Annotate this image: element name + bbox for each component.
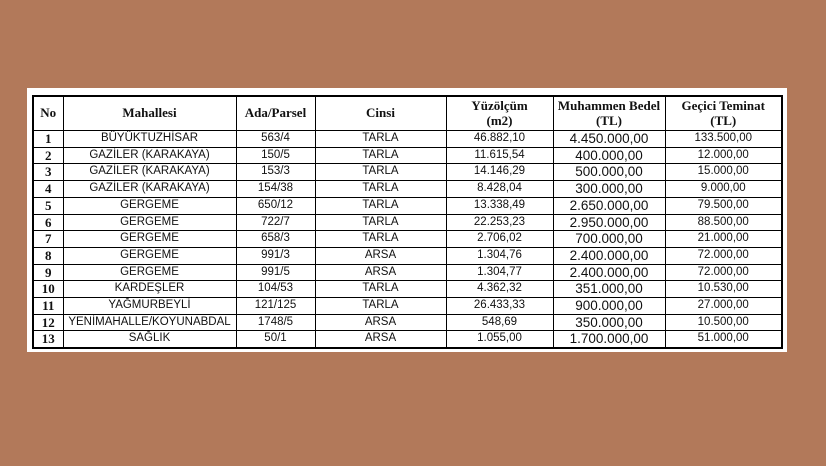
auction-parcels-table bbox=[32, 95, 783, 349]
cell-mahallesi: SAĞLIK bbox=[63, 331, 236, 348]
cell-ada_parsel: 1748/5 bbox=[236, 314, 315, 331]
column-header-muhammen_bedel bbox=[553, 96, 665, 131]
cell-mahallesi: YENİMAHALLE/KOYUNABDAL bbox=[63, 314, 236, 331]
cell-mahallesi: GAZİLER (KARAKAYA) bbox=[63, 164, 236, 181]
cell-no: 12 bbox=[33, 314, 63, 331]
cell-gecici_teminat: 72.000,00 bbox=[665, 264, 782, 281]
cell-cinsi: ARSA bbox=[315, 264, 446, 281]
cell-gecici_teminat: 79.500,00 bbox=[665, 197, 782, 214]
cell-ada_parsel: 722/7 bbox=[236, 214, 315, 231]
cell-no: 6 bbox=[33, 214, 63, 231]
table-header bbox=[33, 96, 782, 131]
cell-muhammen_bedel: 2.400.000,00 bbox=[553, 247, 665, 264]
column-header-no bbox=[33, 96, 63, 131]
cell-cinsi: TARLA bbox=[315, 197, 446, 214]
cell-muhammen_bedel: 700.000,00 bbox=[553, 231, 665, 248]
header-line: Mahallesi bbox=[122, 105, 177, 121]
table-row bbox=[33, 298, 782, 315]
cell-no: 8 bbox=[33, 247, 63, 264]
cell-gecici_teminat: 12.000,00 bbox=[665, 147, 782, 164]
cell-mahallesi: GAZİLER (KARAKAYA) bbox=[63, 181, 236, 198]
cell-ada_parsel: 50/1 bbox=[236, 331, 315, 348]
cell-no: 2 bbox=[33, 147, 63, 164]
cell-ada_parsel: 650/12 bbox=[236, 197, 315, 214]
table-row bbox=[33, 131, 782, 148]
header-line: Muhammen Bedel bbox=[557, 97, 661, 113]
cell-muhammen_bedel: 4.450.000,00 bbox=[553, 131, 665, 148]
cell-no: 3 bbox=[33, 164, 63, 181]
cell-gecici_teminat: 10.530,00 bbox=[665, 281, 782, 298]
header-line: Yüzölçüm bbox=[471, 97, 528, 113]
cell-ada_parsel: 121/125 bbox=[236, 298, 315, 315]
header-line: (m2) bbox=[486, 112, 513, 128]
table-row bbox=[33, 164, 782, 181]
table-row bbox=[33, 247, 782, 264]
cell-no: 10 bbox=[33, 281, 63, 298]
cell-ada_parsel: 563/4 bbox=[236, 131, 315, 148]
column-header-yuzolcum bbox=[446, 96, 553, 131]
cell-muhammen_bedel: 351.000,00 bbox=[553, 281, 665, 298]
cell-cinsi: ARSA bbox=[315, 314, 446, 331]
cell-no: 13 bbox=[33, 331, 63, 348]
cell-ada_parsel: 658/3 bbox=[236, 231, 315, 248]
cell-mahallesi: GERGEME bbox=[63, 247, 236, 264]
cell-mahallesi: GERGEME bbox=[63, 197, 236, 214]
document-panel bbox=[27, 88, 787, 352]
cell-gecici_teminat: 51.000,00 bbox=[665, 331, 782, 348]
column-header-ada_parsel bbox=[236, 96, 315, 131]
table-row bbox=[33, 231, 782, 248]
cell-yuzolcum: 8.428,04 bbox=[446, 181, 553, 198]
cell-cinsi: TARLA bbox=[315, 231, 446, 248]
cell-muhammen_bedel: 1.700.000,00 bbox=[553, 331, 665, 348]
cell-gecici_teminat: 9.000,00 bbox=[665, 181, 782, 198]
cell-muhammen_bedel: 350.000,00 bbox=[553, 314, 665, 331]
table-row bbox=[33, 331, 782, 348]
cell-cinsi: TARLA bbox=[315, 147, 446, 164]
cell-no: 5 bbox=[33, 197, 63, 214]
cell-yuzolcum: 1.304,77 bbox=[446, 264, 553, 281]
cell-no: 9 bbox=[33, 264, 63, 281]
cell-yuzolcum: 4.362,32 bbox=[446, 281, 553, 298]
cell-gecici_teminat: 27.000,00 bbox=[665, 298, 782, 315]
table-row bbox=[33, 147, 782, 164]
cell-cinsi: TARLA bbox=[315, 214, 446, 231]
table-row bbox=[33, 281, 782, 298]
cell-no: 4 bbox=[33, 181, 63, 198]
cell-cinsi: TARLA bbox=[315, 181, 446, 198]
table-row bbox=[33, 264, 782, 281]
cell-ada_parsel: 150/5 bbox=[236, 147, 315, 164]
column-header-mahallesi bbox=[63, 96, 236, 131]
table-row bbox=[33, 314, 782, 331]
cell-muhammen_bedel: 400.000,00 bbox=[553, 147, 665, 164]
header-line: Ada/Parsel bbox=[244, 105, 307, 121]
cell-muhammen_bedel: 900.000,00 bbox=[553, 298, 665, 315]
cell-no: 7 bbox=[33, 231, 63, 248]
column-header-gecici_teminat bbox=[665, 96, 782, 131]
cell-mahallesi: GERGEME bbox=[63, 231, 236, 248]
cell-mahallesi: GERGEME bbox=[63, 264, 236, 281]
cell-muhammen_bedel: 2.950.000,00 bbox=[553, 214, 665, 231]
cell-no: 1 bbox=[33, 131, 63, 148]
cell-yuzolcum: 46.882,10 bbox=[446, 131, 553, 148]
table-row bbox=[33, 181, 782, 198]
header-line: Cinsi bbox=[366, 105, 395, 121]
cell-gecici_teminat: 133.500,00 bbox=[665, 131, 782, 148]
cell-mahallesi: BÜYÜKTUZHİSAR bbox=[63, 131, 236, 148]
cell-mahallesi: YAĞMURBEYLİ bbox=[63, 298, 236, 315]
cell-yuzolcum: 2.706,02 bbox=[446, 231, 553, 248]
cell-ada_parsel: 154/38 bbox=[236, 181, 315, 198]
cell-gecici_teminat: 88.500,00 bbox=[665, 214, 782, 231]
header-line: No bbox=[40, 105, 57, 121]
header-line: (TL) bbox=[710, 112, 737, 128]
cell-yuzolcum: 13.338,49 bbox=[446, 197, 553, 214]
cell-ada_parsel: 991/3 bbox=[236, 247, 315, 264]
cell-mahallesi: KARDEŞLER bbox=[63, 281, 236, 298]
cell-yuzolcum: 11.615,54 bbox=[446, 147, 553, 164]
header-line: Geçici Teminat bbox=[681, 97, 765, 113]
cell-mahallesi: GERGEME bbox=[63, 214, 236, 231]
cell-yuzolcum: 1.055,00 bbox=[446, 331, 553, 348]
cell-cinsi: TARLA bbox=[315, 281, 446, 298]
cell-cinsi: TARLA bbox=[315, 298, 446, 315]
cell-ada_parsel: 104/53 bbox=[236, 281, 315, 298]
cell-mahallesi: GAZİLER (KARAKAYA) bbox=[63, 147, 236, 164]
header-line: (TL) bbox=[596, 112, 622, 128]
cell-yuzolcum: 14.146,29 bbox=[446, 164, 553, 181]
cell-no: 11 bbox=[33, 298, 63, 315]
cell-cinsi: ARSA bbox=[315, 331, 446, 348]
column-header-cinsi bbox=[315, 96, 446, 131]
cell-cinsi: ARSA bbox=[315, 247, 446, 264]
cell-muhammen_bedel: 500.000,00 bbox=[553, 164, 665, 181]
cell-yuzolcum: 1.304,76 bbox=[446, 247, 553, 264]
cell-yuzolcum: 548,69 bbox=[446, 314, 553, 331]
cell-muhammen_bedel: 2.650.000,00 bbox=[553, 197, 665, 214]
table-body bbox=[33, 131, 782, 349]
table-row bbox=[33, 214, 782, 231]
cell-ada_parsel: 153/3 bbox=[236, 164, 315, 181]
cell-gecici_teminat: 21.000,00 bbox=[665, 231, 782, 248]
cell-ada_parsel: 991/5 bbox=[236, 264, 315, 281]
cell-cinsi: TARLA bbox=[315, 164, 446, 181]
cell-gecici_teminat: 15.000,00 bbox=[665, 164, 782, 181]
header-row bbox=[33, 96, 782, 131]
cell-gecici_teminat: 10.500,00 bbox=[665, 314, 782, 331]
table-row bbox=[33, 197, 782, 214]
cell-yuzolcum: 26.433,33 bbox=[446, 298, 553, 315]
cell-muhammen_bedel: 300.000,00 bbox=[553, 181, 665, 198]
cell-yuzolcum: 22.253,23 bbox=[446, 214, 553, 231]
cell-cinsi: TARLA bbox=[315, 131, 446, 148]
cell-gecici_teminat: 72.000,00 bbox=[665, 247, 782, 264]
cell-muhammen_bedel: 2.400.000,00 bbox=[553, 264, 665, 281]
